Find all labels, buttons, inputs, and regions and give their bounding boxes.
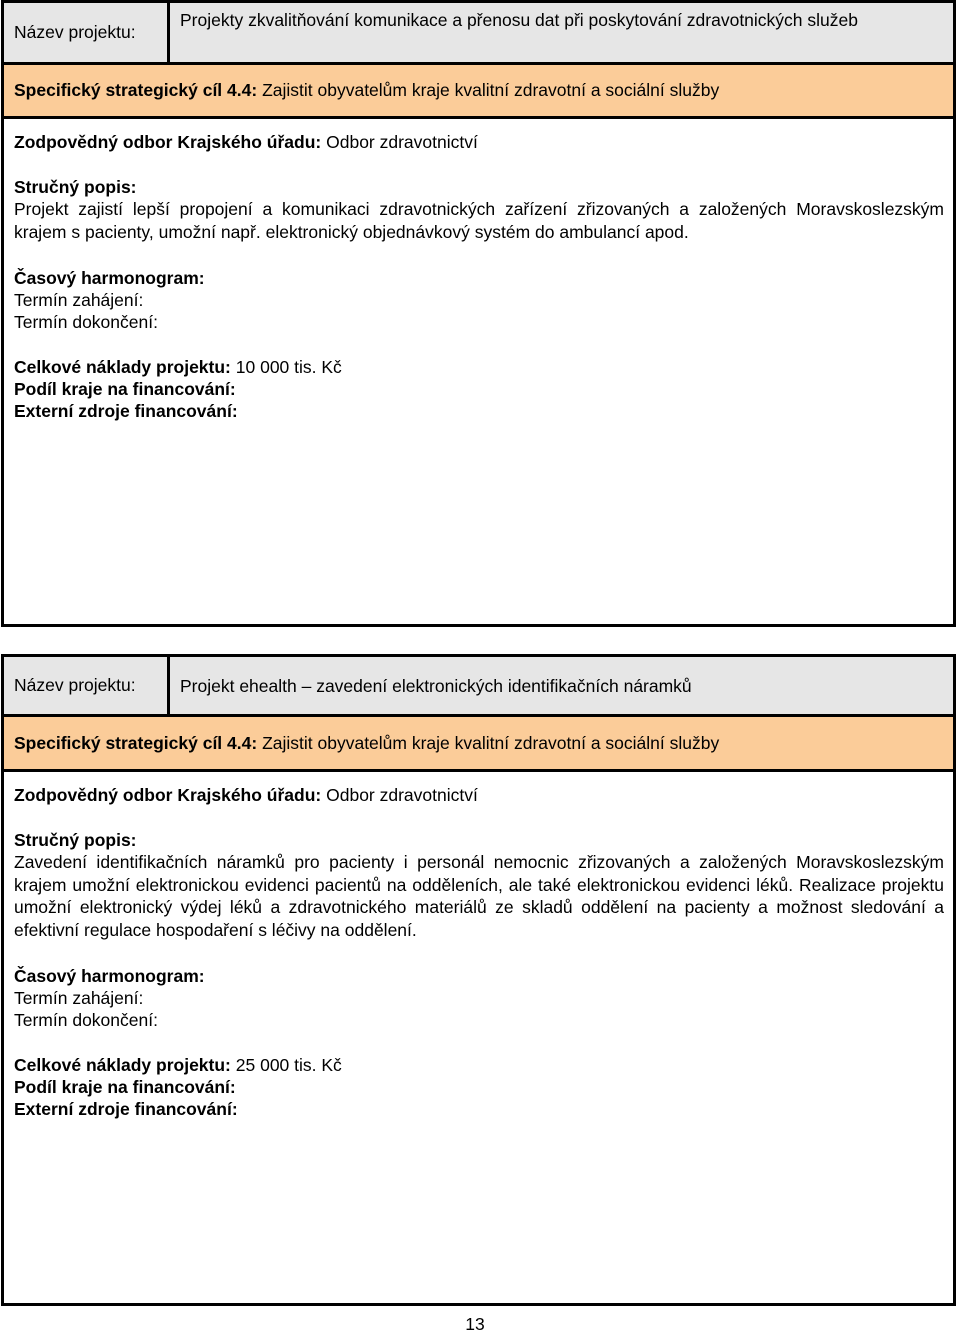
project-body (4, 131, 953, 422)
total-cost-value: 10 000 tis. Kč (235, 357, 342, 377)
department-value: Odbor zdravotnictví (326, 132, 478, 152)
description-text: Projekt zajistí lepší propojení a komunikaci zdravotnických zařízení zřizovaných a založených Moravskoslezským krajem s pacienty, umožní např. elektronický objednávkový systém do ambulancí apod. (14, 199, 944, 242)
start-date-label: Termín zahájení: (14, 988, 144, 1008)
project-title-value: Projekty zkvalitňování komunikace a přenosu dat při poskytování zdravotnických služeb (180, 10, 858, 30)
external-funding-label: Externí zdroje financování: (14, 401, 238, 421)
total-cost-label: Celkové náklady projektu: (14, 1055, 231, 1075)
strategic-goal-row (4, 717, 953, 772)
project-title-label: Název projektu: (4, 657, 170, 714)
end-date-label: Termín dokončení: (14, 312, 158, 332)
project-card-2 (1, 654, 956, 1306)
region-share-label: Podíl kraje na financování: (14, 379, 236, 399)
total-cost-line (14, 1054, 944, 1076)
project-title-value: Projekt ehealth – zavedení elektronických identifikačních náramků (180, 675, 692, 696)
total-cost-line (14, 356, 944, 378)
total-cost-label: Celkové náklady projektu: (14, 357, 231, 377)
project-title-row (4, 657, 953, 717)
department-label: Zodpovědný odbor Krajského úřadu: (14, 132, 322, 152)
description-text: Zavedení identifikačních náramků pro pacienty i personál nemocnic zřizovaných a založených Moravskoslezským krajem umožní elektronickou evidenci pacientů na odděleních, ale také elektronickou evidenci léků. Realizace projektu umožní elektronický výdej léků a zdravotnického materiálů ze skladů oddělení na pacienty a možnost sledování a efektivní regulace hospodaření s léčivy na oddělení. (14, 852, 944, 940)
total-cost-value: 25 000 tis. Kč (235, 1055, 342, 1075)
start-date-label: Termín zahájení: (14, 290, 144, 310)
project-body (4, 784, 953, 1120)
department-line (14, 131, 944, 153)
strategic-goal-row (4, 65, 953, 119)
strategic-goal-value: Zajistit obyvatelům kraje kvalitní zdravotní a sociální služby (262, 80, 720, 100)
external-funding-label: Externí zdroje financování: (14, 1099, 238, 1119)
page-number: 13 (465, 1314, 485, 1334)
department-line (14, 784, 944, 806)
project-title-label: Název projektu: (4, 3, 170, 62)
schedule-label: Časový harmonogram: (14, 268, 205, 288)
strategic-goal-label: Specifický strategický cíl 4.4: (14, 732, 258, 753)
end-date-label: Termín dokončení: (14, 1010, 158, 1030)
strategic-goal-value: Zajistit obyvatelům kraje kvalitní zdravotní a sociální služby (262, 732, 720, 753)
schedule-label: Časový harmonogram: (14, 966, 205, 986)
description-label: Stručný popis: (14, 830, 137, 850)
region-share-label: Podíl kraje na financování: (14, 1077, 236, 1097)
department-value: Odbor zdravotnictví (326, 785, 478, 805)
strategic-goal-label: Specifický strategický cíl 4.4: (14, 80, 258, 100)
project-card-1 (1, 0, 956, 627)
description-label: Stručný popis: (14, 177, 137, 197)
department-label: Zodpovědný odbor Krajského úřadu: (14, 785, 322, 805)
project-title-row (4, 3, 953, 65)
